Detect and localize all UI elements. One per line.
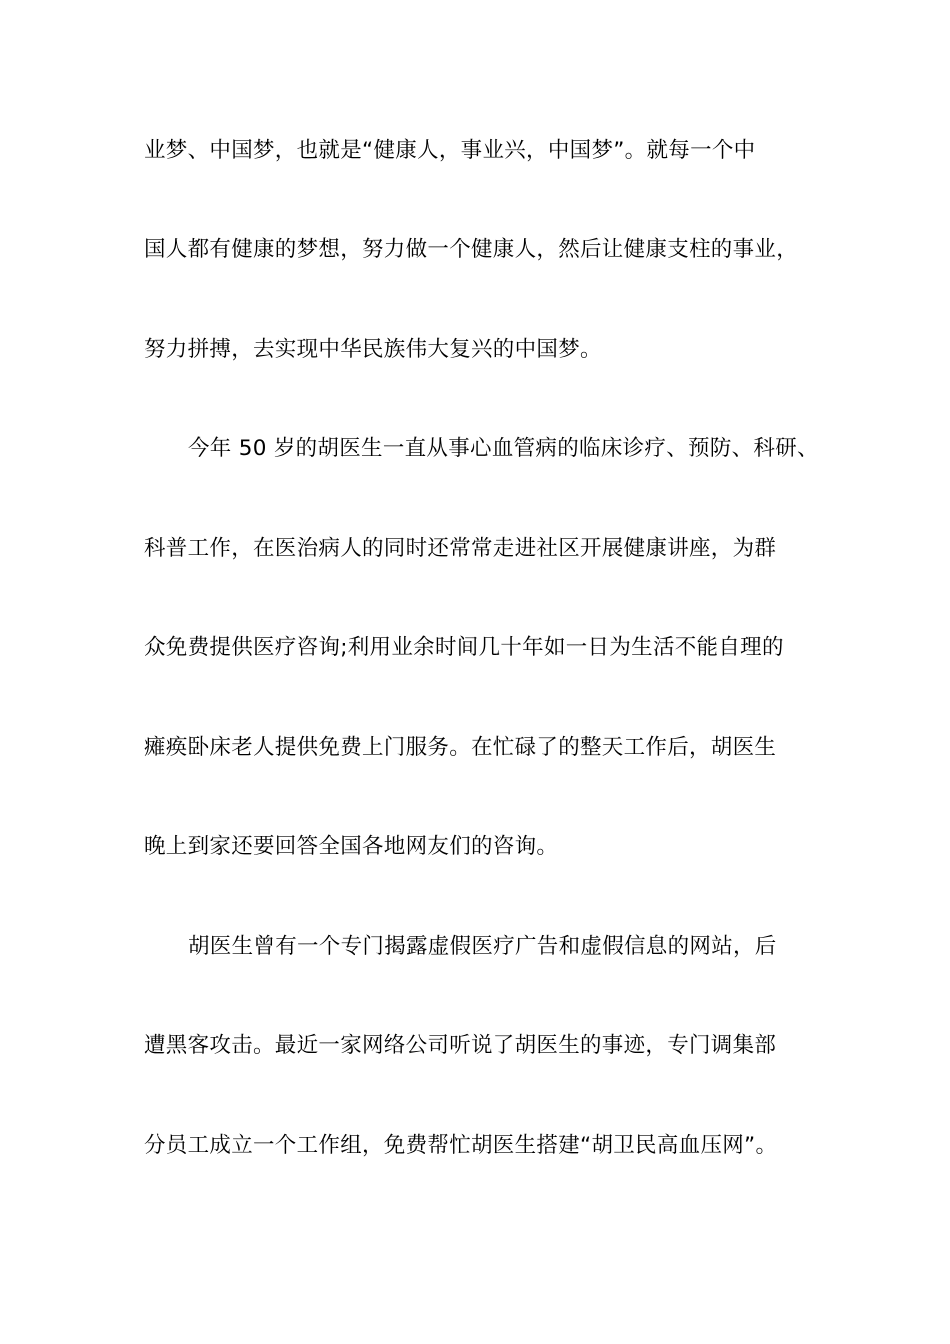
text-line: 努力拼搏，去实现中华民族伟大复兴的中国梦。	[144, 337, 602, 362]
text-line: 晚上到家还要回答全国各地网友们的咨询。	[144, 834, 559, 859]
text-line: 众免费提供医疗咨询;利用业余时间几十年如一日为生活不能自理的	[144, 635, 784, 660]
text-line: 科普工作，在医治病人的同时还常常走进社区开展健康讲座，为群	[144, 536, 777, 561]
text-line: 遭黑客攻击。最近一家网络公司听说了胡医生的事迹，专门调集部	[144, 1033, 777, 1058]
paragraph-first-line: 胡医生曾有一个专门揭露虚假医疗广告和虚假信息的网站，后	[188, 934, 777, 959]
text-line: 分员工成立一个工作组，免费帮忙胡医生搭建“胡卫民高血压网”。	[144, 1133, 778, 1158]
text-line: 国人都有健康的梦想，努力做一个健康人，然后让健康支柱的事业，	[144, 237, 799, 262]
text-line: 业梦、中国梦，也就是“健康人，事业兴，中国梦”。就每一个中	[144, 138, 756, 163]
paragraph-first-line: 今年 50 岁的胡医生一直从事心血管病的临床诊疗、预防、科研、	[188, 436, 819, 461]
text-line: 瘫痪卧床老人提供免费上门服务。在忙碌了的整天工作后，胡医生	[144, 735, 777, 760]
